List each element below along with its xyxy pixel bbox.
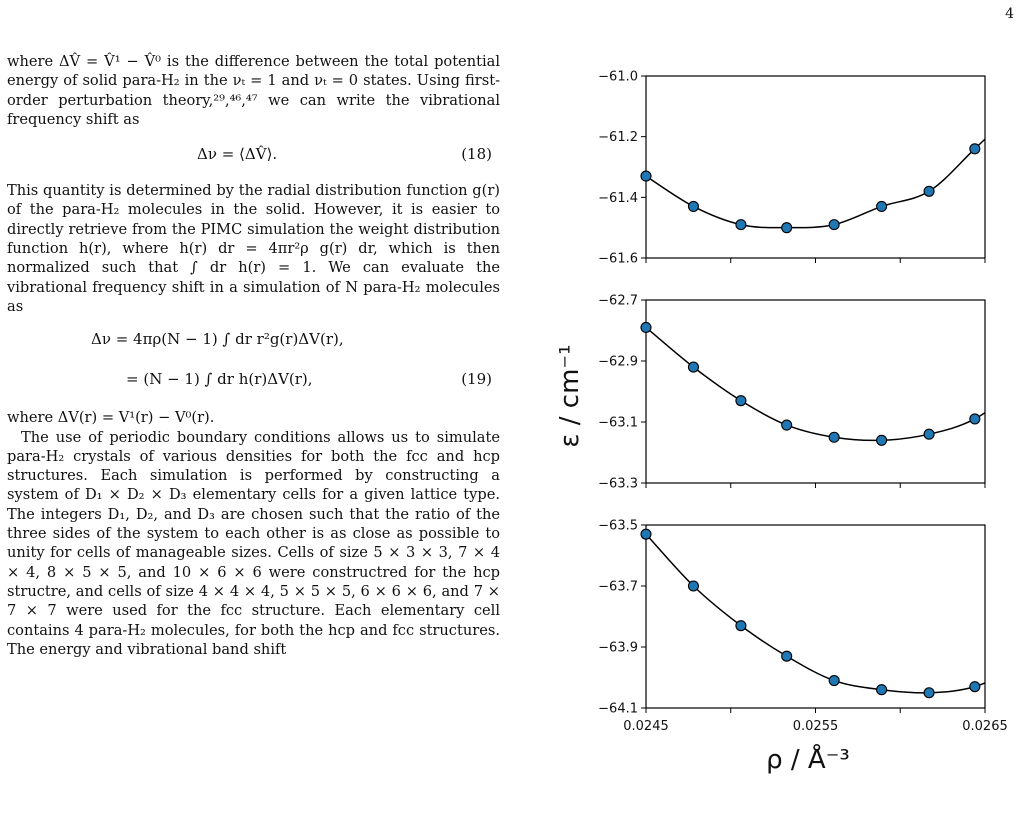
figure bbox=[548, 56, 1018, 776]
panel-2-frame bbox=[646, 300, 985, 483]
data-point bbox=[688, 362, 698, 372]
panel-3-ytick-label: −64.1 bbox=[598, 701, 638, 717]
data-point bbox=[877, 435, 887, 445]
data-point bbox=[641, 529, 651, 539]
data-point bbox=[924, 688, 934, 698]
data-point bbox=[736, 220, 746, 230]
x-tick-label: 0.0265 bbox=[962, 719, 1008, 734]
equation-18-number: (18) bbox=[461, 145, 492, 164]
equation-19-line2: = (N − 1) ∫ dr h(r)ΔV(r), bbox=[126, 370, 313, 389]
data-point bbox=[829, 432, 839, 442]
data-point bbox=[641, 322, 651, 332]
data-point bbox=[736, 621, 746, 631]
panel-1-ytick-label: −61.2 bbox=[598, 130, 638, 146]
data-point bbox=[877, 685, 887, 695]
panel-1-series-line bbox=[646, 103, 1018, 227]
data-point bbox=[688, 201, 698, 211]
paragraph-1: where ΔV̂ = V̂¹ − V̂⁰ is the difference between the total potential energy of solid para-H₂ in the νₜ = 1 and νₜ = 0 states. Using first-order perturbation theory,²⁹,⁴⁶,⁴⁷ we can write the vibrational frequency shift as bbox=[7, 53, 500, 128]
equation-19 bbox=[7, 322, 500, 402]
data-point bbox=[782, 420, 792, 430]
paragraph-3: where ΔV(r) = V¹(r) − V⁰(r). bbox=[7, 409, 215, 427]
equation-18-body: Δν = ⟨ΔV̂⟩. bbox=[197, 145, 278, 164]
panel-3-ytick-label: −63.5 bbox=[598, 518, 638, 534]
data-point bbox=[1017, 380, 1018, 390]
panel-3-ytick-label: −63.7 bbox=[598, 579, 638, 595]
x-axis-label: ρ / Å⁻³ bbox=[766, 745, 850, 775]
y-axis-label: ε / cm⁻¹ bbox=[555, 344, 585, 448]
data-point bbox=[641, 171, 651, 181]
data-point bbox=[877, 201, 887, 211]
data-point bbox=[924, 186, 934, 196]
panel-2-series-line bbox=[646, 327, 1018, 440]
data-point bbox=[1017, 660, 1018, 670]
text-column bbox=[7, 52, 500, 659]
panel-3-series-line bbox=[646, 534, 1018, 693]
data-point bbox=[970, 414, 980, 424]
paragraph-2: This quantity is determined by the radial distribution function g(r) of the para-H₂ molecules in the solid. However, it is easier to directly retrieve from the PIMC simulation the weight distribution function h(r), where h(r) dr = 4πr²ρ g(r) dr, which is then normalized such that ∫ dr h(r) = 1. We can evaluate the vibrational frequency shift in a simulation of N para-H₂ molecules as bbox=[7, 182, 500, 315]
x-tick-label: 0.0245 bbox=[623, 719, 669, 734]
panel-1-markers bbox=[641, 98, 1018, 232]
data-point bbox=[829, 220, 839, 230]
figure-svg bbox=[548, 56, 1018, 776]
panel-3-frame bbox=[646, 525, 985, 708]
data-point bbox=[736, 396, 746, 406]
data-point bbox=[970, 144, 980, 154]
panel-2-markers bbox=[641, 322, 1018, 445]
page-number: 4 bbox=[1005, 6, 1014, 22]
data-point bbox=[829, 676, 839, 686]
data-point bbox=[782, 223, 792, 233]
data-point bbox=[782, 651, 792, 661]
panel-1-ytick-label: −61.6 bbox=[598, 251, 638, 267]
equation-19-line1: Δν = 4πρ(N − 1) ∫ dr r²g(r)ΔV(r), bbox=[91, 330, 344, 349]
panel-3-markers bbox=[641, 529, 1018, 698]
data-point bbox=[970, 682, 980, 692]
panel-2-ytick-label: −62.7 bbox=[598, 293, 638, 309]
panel-2-ytick-label: −62.9 bbox=[598, 354, 638, 370]
panel-2-ytick-label: −63.1 bbox=[598, 415, 638, 431]
panel-1-ytick-label: −61.0 bbox=[598, 69, 638, 85]
panel-1-ytick-label: −61.4 bbox=[598, 190, 638, 206]
equation-18 bbox=[7, 135, 500, 175]
data-point bbox=[1017, 98, 1018, 108]
equation-19-number: (19) bbox=[461, 370, 492, 389]
paragraph-4: The use of periodic boundary conditions allows us to simulate para-H₂ crystals of various densities for both the fcc and hcp structures. Each simulation is performed by constructing a system of D₁ × D₂ × D₃ elementary cells for a given lattice type. The integers D₁, D₂, and D₃ are chosen such that the ratio of the three sides of the system to each other is as close as possible to unity for cells of manageable sizes. Cells of size 5 × 3 × 3, 7 × 4 × 4, 8 × 5 × 5, and 10 × 6 × 6 were constructred for the hcp structre, and cells of size 4 × 4 × 4, 5 × 5 × 5, 6 × 6 × 6, and 7 × 7 × 7 were used for the fcc structure. Each elementary cell contains 4 para-H₂ molecules, for both the hcp and fcc structures. The energy and vibrational band shift bbox=[7, 428, 500, 658]
data-point bbox=[924, 429, 934, 439]
panel-2-ytick-label: −63.3 bbox=[598, 476, 638, 492]
panel-1-frame bbox=[646, 76, 985, 258]
panel-3-ytick-label: −63.9 bbox=[598, 640, 638, 656]
x-tick-label: 0.0255 bbox=[792, 719, 839, 734]
data-point bbox=[688, 581, 698, 591]
